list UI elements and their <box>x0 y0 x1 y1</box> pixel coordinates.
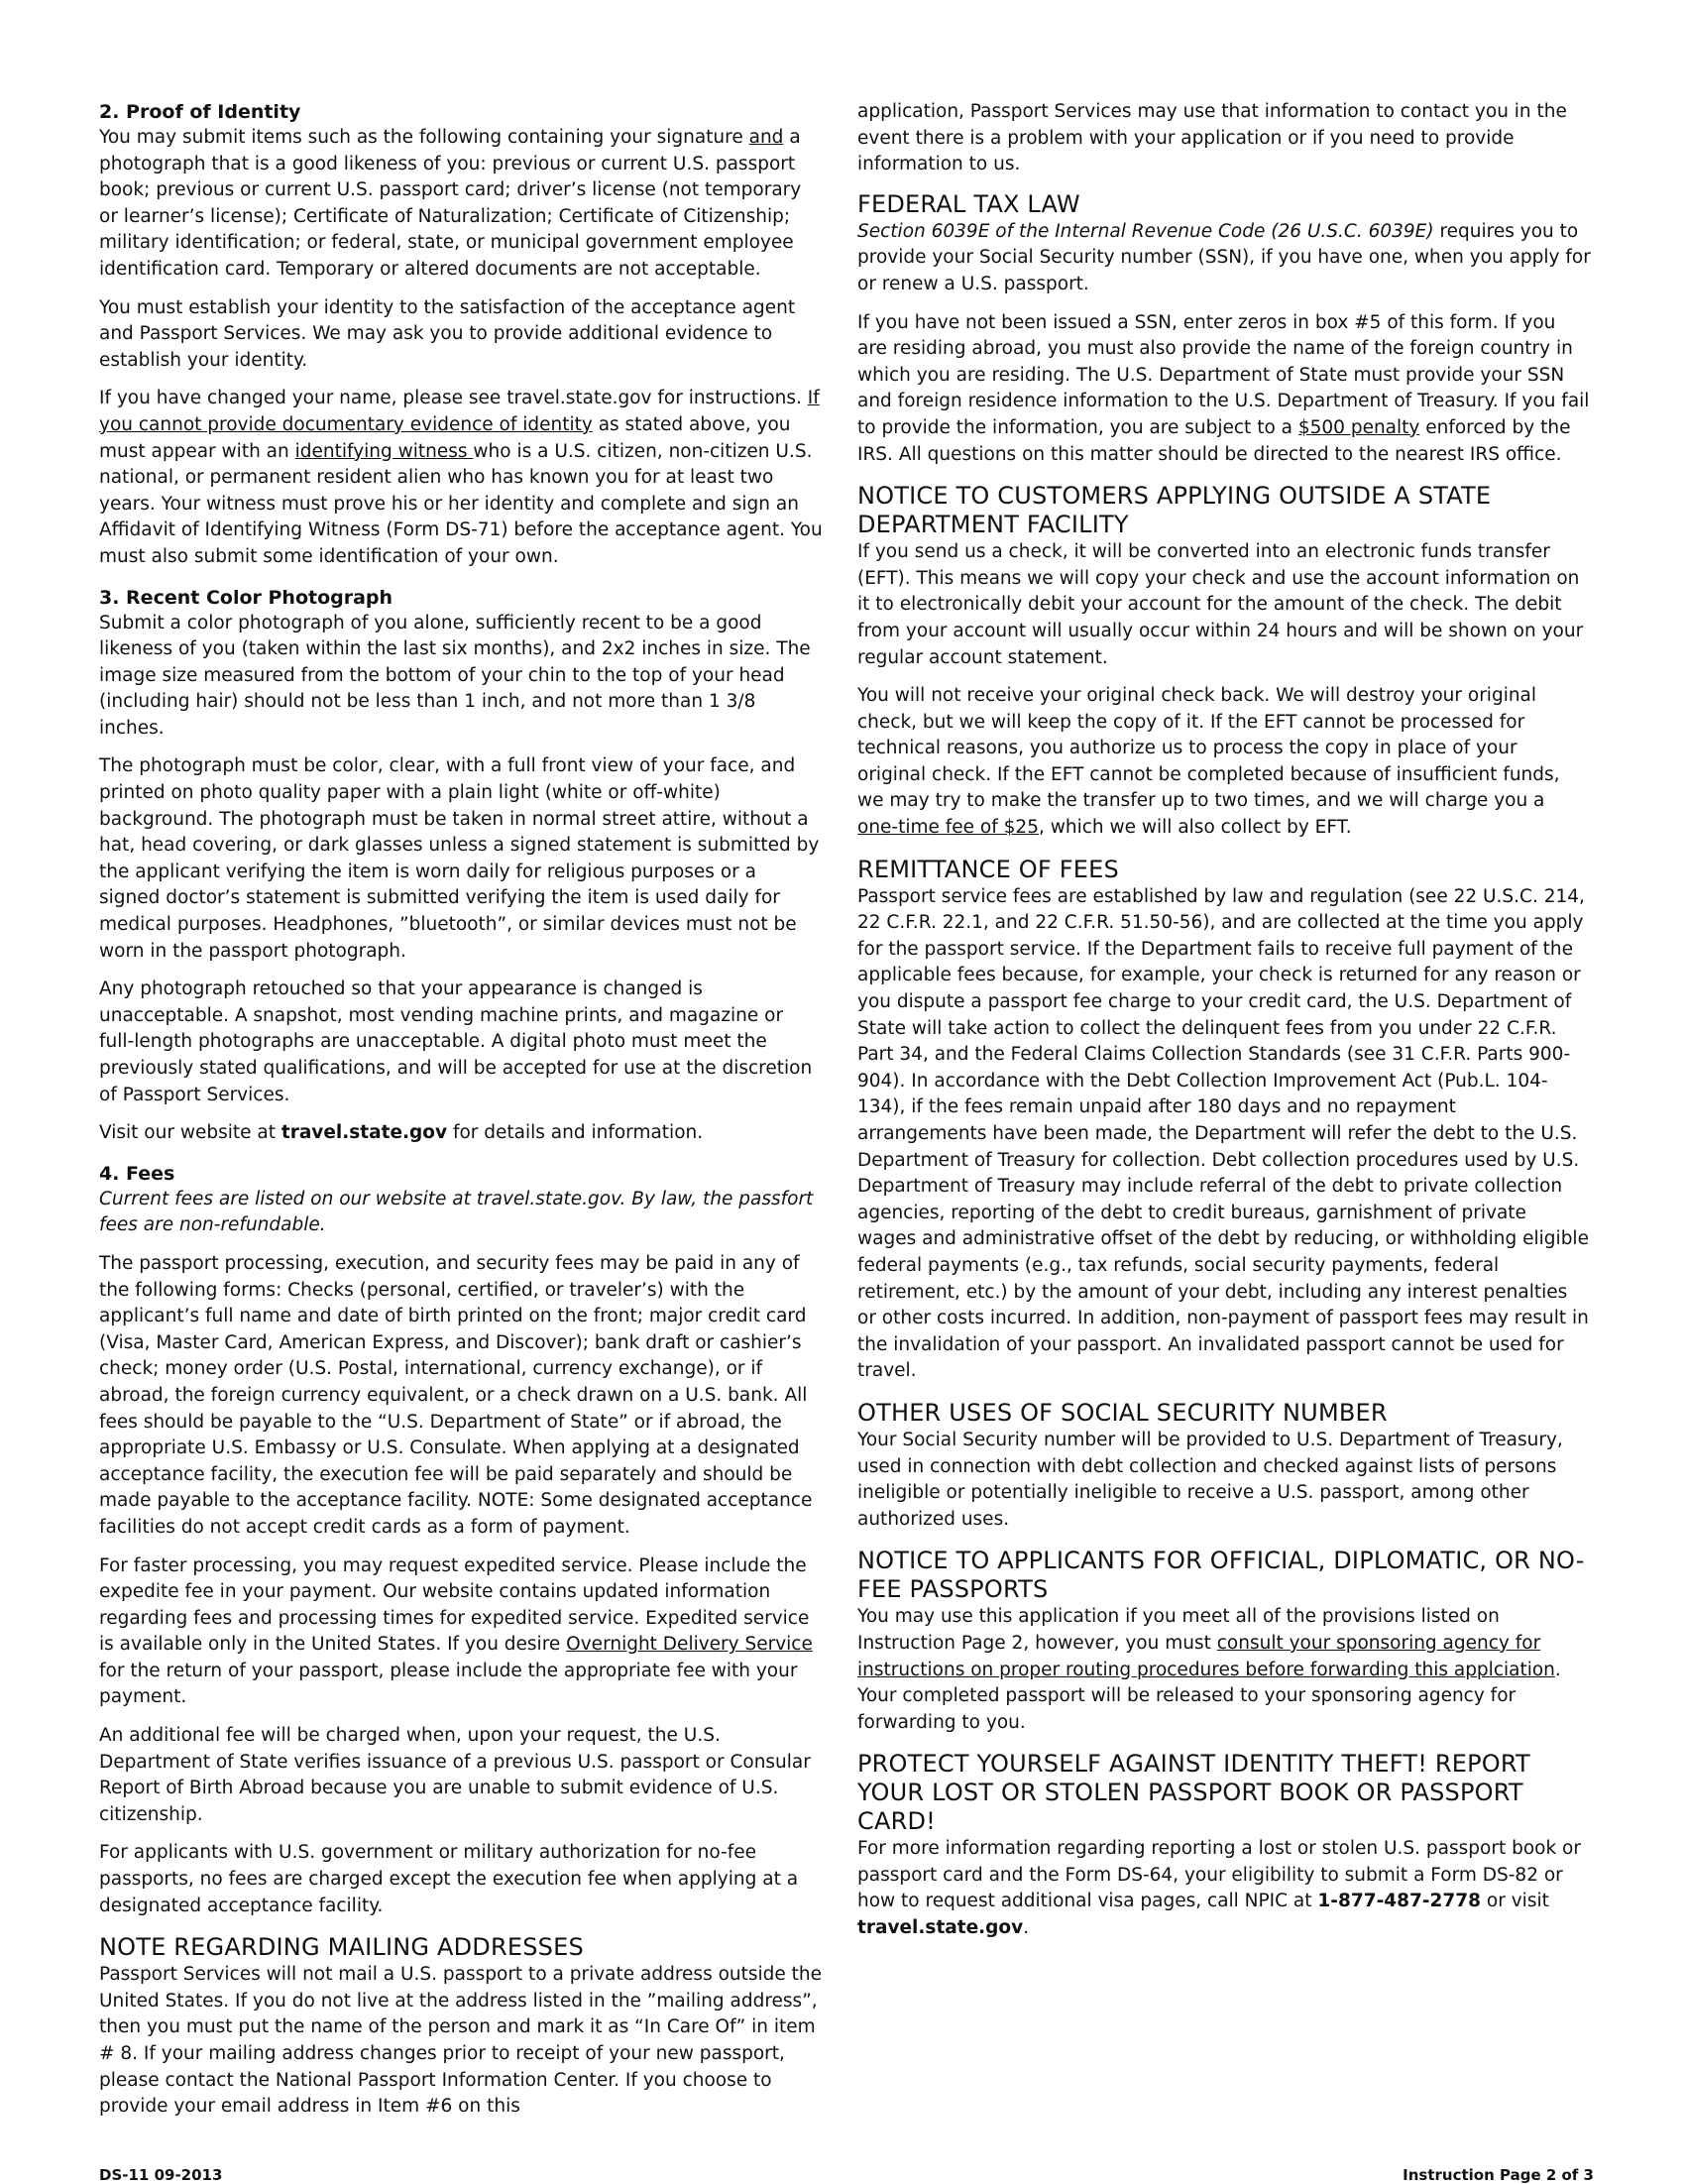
paragraph: For applicants with U.S. government or military authorization for no-fee passports, no fees are charged except the execution fee when applying at a designated acceptance facility. <box>99 1842 799 1916</box>
underlined-text: one-time fee of $25 <box>857 817 1039 839</box>
section-continuation <box>857 99 1591 178</box>
underlined-text: If you cannot provide documentary evidence of identity <box>99 388 820 435</box>
heading-federal-tax-law: FEDERAL TAX LAW <box>857 189 1080 218</box>
section-notice-customers <box>857 482 1591 842</box>
section-ssn-uses <box>857 1399 1591 1533</box>
paragraph: An additional fee will be charged when, upon your request, the U.S. Department of State verifies issuance of a previous U.S. passport or Consular Report of Birth Abroad because you are unable to submit evidence of U.S. citizenship. <box>99 1725 811 1825</box>
paragraph: The passport processing, execution, and security fees may be paid in any of the following forms: Checks (personal, certified, or traveler’s) with the applicant’s full name and date of birth printed on the front; major credit card (Visa, Master Card, American Express, and Discover); bank draft or cashier’s check; money order (U.S. Postal, international, currency exchange), or if abroad, the foreign currency equivalent, or a check drawn on a U.S. bank. All fees should be payable to the “U.S. Department of State” or if abroad, the appropriate U.S. Embassy or U.S. Consulate. When applying at a designated acceptance facility, the execution fee will be paid separately and should be made payable to the acceptance facility. NOTE: Some designated acceptance facilities do not accept credit cards as a form of payment. <box>99 1252 813 1538</box>
paragraph: Any photograph retouched so that your appearance is changed is unacceptable. A snapshot, most vending machine prints, and magazine or full-length photographs are unacceptable. A digital photo must meet the previously stated qualifications, and will be accepted for use at the discretion of Passport Services. <box>99 978 813 1105</box>
left-column <box>99 99 823 2146</box>
paragraph: The photograph must be color, clear, with a full front view of your face, and printed on photo quality paper with a plain light (white or off-white) background. The photograph must be taken in normal street attire, without a hat, head covering, or dark glasses unless a signed statement is submitted by the applicant verifying the item is worn daily for religious purposes or a signed doctor’s statement is submitted verifying the item is used daily for medical purposes. Headphones, ”bluetooth”, or similar devices must not be worn in the passport photograph. <box>99 755 820 962</box>
paragraph: Passport service fees are established by law and regulation (see 22 U.S.C. 214, 22 C.F.R. 22.1, and 22 C.F.R. 51.50-56), and are collected at the time you apply for the passport service. If the Department fails to receive full payment of the applicable fees because, for example, your check is returned for any reason or you dispute a passport fee charge to your credit card, the U.S. Department of State will take action to collect the delinquent fees from you under 22 C.F.R. Part 34, and the Federal Claims Collection Standards (see 31 C.F.R. Parts 900-904). In accordance with the Debt Collection Improvement Act (Pub.L. 104-134), if the fees remain unpaid after 180 days and no repayment arrangements have been made, the Department will refer the debt to the U.S. Department of Treasury for collection. Debt collection procedures used by U.S. Department of Treasury may include referral of the debt to private collection agencies, reporting of the debt to credit bureaus, garnishment of private wages and administrative offset of the debt by reducing, or withholding eligible federal payments (e.g., tax refunds, social security payments, federal retirement, etc.) by the amount of your debt, including any interest penalties or other costs incurred. In addition, non-payment of passport fees may result in the invalidation of your passport. An invalidated passport cannot be used for travel. <box>857 885 1589 1382</box>
footer-page-number: Instruction Page 2 of 3 <box>1403 2166 1594 2184</box>
section-federal-tax-law <box>857 190 1591 468</box>
phone-number: 1-877-487-2778 <box>1317 1891 1482 1912</box>
heading-identity-theft: PROTECT YOURSELF AGAINST IDENTITY THEFT! REPORT YOUR LOST OR STOLEN PASSPORT BOOK OR PASSPORT CARD! <box>857 1750 1530 1836</box>
paragraph: You will not receive your original check back. We will destroy your original check, but we will keep the copy of it. If the EFT cannot be processed for technical reasons, you authorize us to process the copy in place of your original check. If the EFT cannot be completed because of insufficient funds, we may try to make the transfer up to two times, and we will charge you a one-time fee of $25, which we will also collect by EFT. <box>857 685 1560 839</box>
underlined-text: Overnight Delivery Service <box>566 1634 813 1656</box>
paragraph: If you have changed your name, please see travel.state.gov for instructions. If you cannot provide documentary evidence of identity as stated above, you must appear with an identifying witness who is a U.S. citizen, non-citizen U.S. national, or permanent resident alien who has known you for at least two years. Your witness must prove his or her identity and complete and sign an Affidavit of Identifying Witness (Form DS-71) before the acceptance agent. You must also submit some identification of your own. <box>99 388 823 567</box>
underlined-text: identifying witness <box>294 440 474 462</box>
paragraph: If you have not been issued a SSN, enter zeros in box #5 of this form. If you are residing abroad, you must also provide the name of the foreign country in which you are residing. The U.S. Department of State must provide your SSN and foreign residence information to the U.S. Department of Treasury. If you fail to provide the information, you are subject to a $500 penalty enforced by the IRS. All questions on this matter should be directed to the nearest IRS office. <box>857 311 1590 465</box>
paragraph: For more information regarding reporting a lost or stolen U.S. passport book or passport card and the Form DS-64, your eligibility to submit a Form DS-82 or how to request additional visa pages, call NPIC at 1-877-487-2778 or visit travel.state.gov. <box>857 1838 1581 1939</box>
paragraph: Section 6039E of the Internal Revenue Code (26 U.S.C. 6039E) requires you to provide your Social Security number (SSN), if you have one, when you apply for or renew a U.S. passport. <box>857 220 1591 294</box>
footer-form-id: DS-11 09-2013 <box>99 2166 223 2184</box>
paragraph: If you send us a check, it will be converted into an electronic funds transfer (EFT). This means we will copy your check and use the account information on it to electronically debit your account for the amount of the check. The debit from your account will usually occur within 24 hours and will be shown on your regular account statement. <box>857 541 1584 668</box>
paragraph: Current fees are listed on our website at travel.state.gov. By law, the passfort fees are non-refundable. <box>99 1188 814 1236</box>
heading-remittance-of-fees: REMITTANCE OF FEES <box>857 855 1119 883</box>
right-column <box>857 99 1591 1968</box>
section-remittance-of-fees <box>857 856 1591 1385</box>
underlined-text: consult your sponsoring agency for instructions on proper routing procedures before forwarding this applciation <box>857 1632 1555 1680</box>
website-link: travel.state.gov <box>281 1122 448 1144</box>
section-proof-of-identity <box>99 99 823 571</box>
paragraph: application, Passport Services may use that information to contact you in the event there is a problem with your application or if you need to provide information to us. <box>857 101 1567 175</box>
heading-proof-of-identity: 2. Proof of Identity <box>99 101 301 123</box>
paragraph: Your Social Security number will be provided to U.S. Department of Treasury, used in connection with debt collection and checked against lists of persons ineligible or potentially ineligible to receive a U.S. passport, among other authorized uses. <box>857 1429 1563 1530</box>
section-recent-color-photograph <box>99 585 823 1147</box>
section-identity-theft <box>857 1750 1591 1941</box>
website-link: travel.state.gov <box>857 1917 1024 1939</box>
paragraph: You must establish your identity to the satisfaction of the acceptance agent and Passport Services. We may ask you to provide additional evidence to establish your identity. <box>99 296 796 371</box>
heading-ssn-uses: OTHER USES OF SOCIAL SECURITY NUMBER <box>857 1398 1388 1427</box>
paragraph: For faster processing, you may request expedited service. Please include the expedite fee in your payment. Our website contains updated information regarding fees and processing times for expedited service. Expedited service is available only in the United States. If you desire Overnight Delivery Service for the return of your passport, please include the appropriate fee with your payment. <box>99 1554 813 1708</box>
section-fees <box>99 1161 823 1919</box>
heading-notice-customers: NOTICE TO CUSTOMERS APPLYING OUTSIDE A STATE DEPARTMENT FACILITY <box>857 482 1492 539</box>
paragraph: Passport Services will not mail a U.S. passport to a private address outside the United States. If you do not live at the address listed in the ”mailing address”, then you must put the name of the person and mark it as “In Care Of” in item # 8. If your mailing address changes prior to receipt of your new passport, please contact the National Passport Information Center. If you choose to provide your email address in Item #6 on this <box>99 1964 823 2118</box>
heading-mailing-addresses: NOTE REGARDING MAILING ADDRESSES <box>99 1933 584 1962</box>
heading-fees: 4. Fees <box>99 1162 175 1185</box>
heading-official-passports: NOTICE TO APPLICANTS FOR OFFICIAL, DIPLOMATIC, OR NO-FEE PASSPORTS <box>857 1547 1585 1604</box>
paragraph: You may use this application if you meet all of the provisions listed on Instruction Page 2, however, you must consult your sponsoring agency for instructions on proper routing procedures before forwarding this applciation. Your completed passport will be released to your sponsoring agency for forwarding to you. <box>857 1606 1561 1733</box>
paragraph: Visit our website at travel.state.gov for details and information. <box>99 1122 704 1144</box>
heading-recent-color-photograph: 3. Recent Color Photograph <box>99 586 393 609</box>
section-official-passports <box>857 1547 1591 1736</box>
underlined-text: $500 penalty <box>1297 416 1420 438</box>
section-mailing-addresses <box>99 1933 823 2121</box>
paragraph: You may submit items such as the following containing your signature and a photograph that is a good likeness of you: previous or current U.S. passport book; previous or current U.S. passport card; driver’s license (not temporary or learner’s license); Certificate of Naturalization; Certificate of Citizenship; military identification; or federal, state, or municipal government employee identification card. Temporary or altered documents are not acceptable. <box>99 127 802 280</box>
paragraph: Submit a color photograph of you alone, sufficiently recent to be a good likeness of you (taken within the last six months), and 2x2 inches in size. The image size measured from the bottom of your chin to the top of your head (including hair) should not be less than 1 inch, and not more than 1 3/8 inches. <box>99 612 811 739</box>
